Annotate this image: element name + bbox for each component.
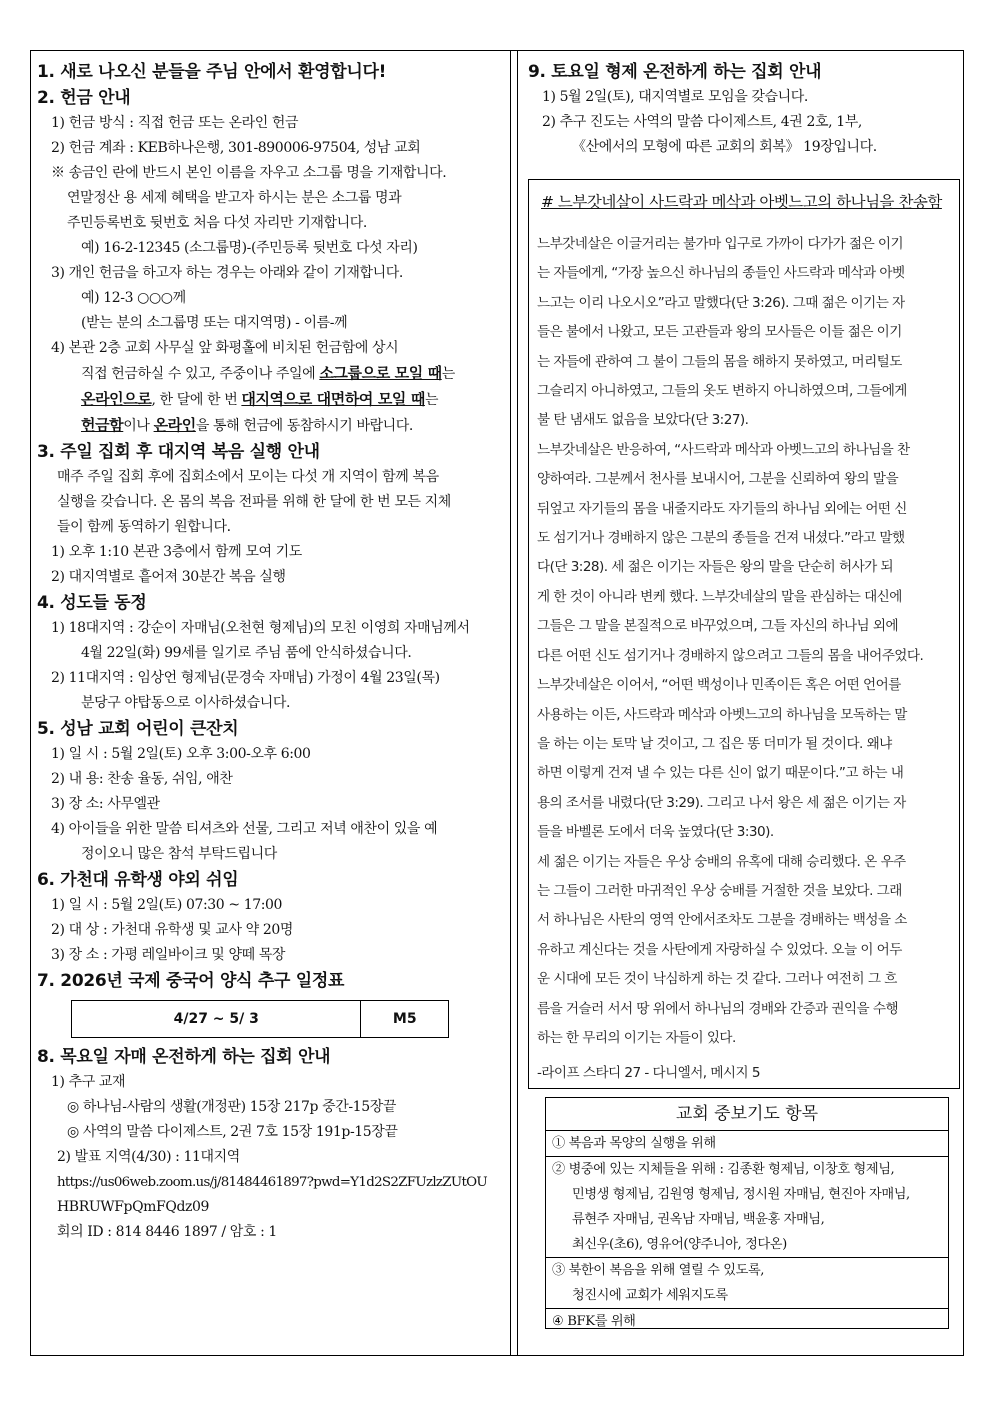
- offering-line: [37, 361, 504, 387]
- prayer-item: [546, 1309, 948, 1334]
- prayer-title: 교회 중보기도 항목: [546, 1098, 948, 1131]
- emphasis-text: 헌금함: [81, 416, 124, 434]
- section-1-heading: 1. 새로 나오신 분들을 주님 안에서 환영합니다!: [37, 62, 387, 82]
- article-line: 게 한 것이 아니라 변케 했다. 느부갓네살의 말을 관심하는 대신에: [537, 588, 902, 605]
- prayer-text: ④ BFK를 위해: [552, 1314, 636, 1329]
- offering-line: ※ 송금인 란에 반드시 본인 이름을 자우고 소그룹 명을 기재합니다.: [51, 165, 447, 181]
- meeting-id: 회의 ID : 814 8446 1897 / 암호 : 1: [57, 1224, 277, 1240]
- offering-line: 3) 개인 헌금을 하고자 하는 경우는 아래와 같이 기재합니다.: [51, 265, 403, 281]
- article-title: # 느부갓네살이 사드락과 메삭과 아벳느고의 하나님을 찬송함: [541, 193, 942, 211]
- article-box: [528, 179, 960, 1089]
- prayer-text: 청진시에 교회가 세워지도록: [572, 1288, 728, 1303]
- article-line: 다른 어떤 신도 섬기거나 경배하지 않으려고 그들의 몸을 내어주었다.: [537, 647, 924, 664]
- section-6-heading: 6. 가천대 유학생 야외 쉬임: [37, 870, 239, 890]
- section-2-heading: 2. 헌금 안내: [37, 88, 131, 108]
- emphasis-text: 대지역으로 대면하여 모일 때: [241, 390, 425, 408]
- news-line: 2) 11대지역 : 임상언 형제님(문경숙 자매님) 가정이 4월 23일(목): [51, 670, 440, 686]
- article-line: 사용하는 이든, 사드락과 메삭과 아벳느고의 하나님을 모독하는 말: [537, 706, 907, 723]
- text-run: 직접 헌금하실 수 있고, 주중이나 주일에: [81, 366, 320, 382]
- article-line: 느부갓네살은 이글거리는 불가마 입구로 가까이 다가가 젊은 이기: [537, 236, 904, 252]
- event-line: 4) 아이들을 위한 말씀 티셔츠와 선물, 그리고 저녁 애찬이 있을 예: [51, 821, 438, 837]
- offering-line: [37, 413, 504, 439]
- section-9-heading: 9. 토요일 형제 온전하게 하는 집회 안내: [528, 62, 822, 82]
- section-5-heading: 5. 성남 교회 어린이 큰잔치: [37, 719, 239, 739]
- offering-line: [37, 387, 504, 413]
- gospel-line: 매주 주일 집회 후에 집회소에서 모이는 다섯 개 지역이 함께 복음: [57, 469, 439, 485]
- emphasis-text: 소그룹으로 모일 때: [319, 364, 442, 382]
- schedule-date: 4/27 ~ 5/ 3: [72, 1001, 361, 1038]
- meeting-line: 2) 발표 지역(4/30) : 11대지역: [57, 1149, 240, 1165]
- article-line: 그들은 그 말을 본질적으로 바꾸었으며, 그들 자신의 하나님 외에: [537, 618, 899, 635]
- text-run: 이나: [123, 418, 154, 434]
- event-line: 정이오니 많은 참석 부탁드립니다: [81, 846, 277, 862]
- article-line: 는 자들에게, “가장 높으신 하나님의 종들인 사드락과 메삭과 아벳: [537, 265, 905, 282]
- article-body: [537, 230, 951, 1089]
- offering-line: 2) 헌금 계좌 : KEB하나은행, 301-890006-97504, 성남 교회: [51, 140, 421, 156]
- offering-line: 예) 12-3 ○○○께: [81, 290, 186, 306]
- article-line: 불 탄 냄새도 없음을 보았다(단 3:27).: [537, 412, 749, 429]
- article-line: 도 섬기거나 경배하지 않은 그분의 종들을 건져 내셨다.”라고 말했: [537, 530, 905, 547]
- article-line: 느부갓네살은 이어서, “어떤 백성이나 민족이든 혹은 어떤 언어를: [537, 677, 901, 694]
- meeting-line: 1) 추구 교재: [51, 1074, 126, 1090]
- table-row: [72, 1001, 449, 1038]
- article-line: 유하고 계신다는 것을 사탄에게 자랑하실 수 있었다. 오늘 이 어두: [537, 941, 902, 958]
- article-line: 세 젊은 이기는 자들은 우상 숭배의 유혹에 대해 승리했다. 온 우주: [537, 853, 906, 870]
- article-line: 들을 바벨론 도에서 더욱 높였다(단 3:30).: [537, 824, 774, 841]
- article-line: 운 시대에 모든 것이 낙심하게 하는 것 같다. 그러나 여전히 그 흐: [537, 971, 897, 988]
- meeting-line: ◎ 하나님-사람의 생활(개정판) 15장 217p 중간-15장끝: [67, 1099, 396, 1115]
- zoom-link[interactable]: https://us06web.zoom.us/j/81484461897?pwd=Y1d2S2ZFUzlzZUtOU: [57, 1175, 487, 1190]
- brothers-line: 《산에서의 모형에 따른 교회의 회복》 19장입니다.: [572, 139, 877, 155]
- text-run: 는: [441, 366, 455, 382]
- offering-line: 예) 16-2-12345 (소그룹명)-(주민등록 뒷번호 다섯 자리): [81, 240, 418, 256]
- schedule-table: [71, 1000, 449, 1038]
- left-column: [31, 51, 511, 1355]
- text-run: 는: [424, 392, 439, 408]
- prayer-text: ③ 북한이 복음을 위해 열릴 수 있도록,: [552, 1263, 765, 1278]
- section-4-heading: 4. 성도들 동정: [37, 593, 147, 613]
- brothers-line: 2) 추구 진도는 사역의 말씀 다이제스트, 4권 2호, 1부,: [542, 114, 862, 130]
- section-8-heading: 8. 목요일 자매 온전하게 하는 집회 안내: [37, 1047, 331, 1067]
- article-line: 는 그들이 그러한 마귀적인 우상 숭배를 거절한 것을 보았다. 그래: [537, 882, 902, 899]
- brothers-line: 1) 5월 2일(토), 대지역별로 모임을 갖습니다.: [542, 89, 808, 105]
- gospel-line: 실행을 갖습니다. 온 몸의 복음 전파를 위해 한 달에 한 번 모든 지체: [57, 494, 451, 510]
- meeting-line: ◎ 사역의 말씀 다이제스트, 2권 7호 15장 191p-15장끝: [67, 1124, 398, 1140]
- prayer-text: ① 복음과 목양의 실행을 위해: [552, 1136, 716, 1151]
- article-line: 는 자들에 관하여 그 불이 그들의 몸을 해하지 못하였고, 머리털도: [537, 353, 902, 370]
- section-7-heading: 7. 2026년 국제 중국어 양식 추구 일정표: [37, 971, 345, 991]
- article-line: 뒤엎고 자기들의 몸을 내줄지라도 자기들의 하나님 외에는 어떤 신: [537, 500, 907, 517]
- event-line: 1) 일 시 : 5월 2일(토) 오후 3:00-오후 6:00: [51, 746, 311, 762]
- gospel-line: 들이 함께 동역하기 원합니다.: [57, 519, 231, 535]
- gospel-line: 2) 대지역별로 흩어져 30분간 복음 실행: [51, 569, 286, 585]
- text-run: 을 통해 헌금에 동참하시기 바랍니다.: [195, 418, 413, 434]
- article-line: 그슬리지 아니하였고, 그들의 옷도 변하지 아니하였으며, 그들에게: [537, 383, 907, 400]
- offering-line: 4) 본관 2층 교회 사무실 앞 화평홀에 비치된 헌금함에 상시: [51, 340, 399, 356]
- prayer-item: [546, 1157, 948, 1258]
- gospel-line: 1) 오후 1:10 본관 3층에서 함께 모여 기도: [51, 544, 302, 560]
- article-source: -라이프 스타디 27 - 다니엘서, 메시지 5: [537, 1065, 760, 1082]
- offering-line: 주민등록번호 뒷번호 처음 다섯 자리만 기재합니다.: [67, 215, 367, 231]
- article-line: 름을 거슬러 서서 땅 위에서 하나님의 경배와 간증과 권익을 수행: [537, 1000, 899, 1017]
- article-line: 서 하나님은 사탄의 영역 안에서조차도 그분을 경배하는 백성을 소: [537, 912, 907, 929]
- section-3-heading: 3. 주일 집회 후 대지역 복음 실행 안내: [37, 442, 320, 462]
- emphasis-text: 온라인으로: [81, 390, 152, 408]
- news-line: 분당구 야탑동으로 이사하셨습니다.: [81, 695, 291, 711]
- zoom-link[interactable]: HBRUWFpQmFQdz09: [57, 1199, 209, 1215]
- prayer-item: [546, 1131, 948, 1157]
- bulletin-frame: [30, 50, 964, 1356]
- event-line: 3) 장 소: 사무엘관: [51, 796, 160, 812]
- news-line: 4월 22일(화) 99세를 일기로 주님 품에 안식하셨습니다.: [81, 645, 412, 661]
- emphasis-text: 온라인: [153, 416, 196, 434]
- outing-line: 1) 일 시 : 5월 2일(토) 07:30 ~ 17:00: [51, 897, 283, 913]
- outing-line: 3) 장 소 : 가평 레일바이크 및 양떼 목장: [51, 947, 286, 963]
- offering-line: 1) 헌금 방식 : 직접 헌금 또는 온라인 헌금: [51, 115, 299, 131]
- offering-line: 연말정산 용 세제 혜택을 받고자 하시는 분은 소그룹 명과: [67, 190, 402, 206]
- article-line: 하면 이렇게 건져 낼 수 있는 다른 신이 없기 때문이다.”고 하는 내: [537, 765, 904, 782]
- offering-line: (받는 분의 소그룹명 또는 대지역명) - 이름-께: [81, 315, 348, 331]
- news-line: 1) 18대지역 : 강순이 자매님(오천현 형제님)의 모친 이영희 자매님께서: [51, 620, 470, 636]
- prayer-text: ② 병중에 있는 지체들을 위해 : 김종환 형제님, 이창호 형제님,: [552, 1162, 895, 1177]
- text-run: , 한 달에 한 번: [151, 392, 242, 408]
- article-line: 느고는 이리 나오시오”라고 말했다(단 3:26). 그때 젊은 이기는 자: [537, 294, 905, 311]
- article-line: 을 하는 이는 토막 날 것이고, 그 집은 똥 더미가 될 것이다. 왜냐: [537, 735, 892, 752]
- article-line: 용의 조서를 내렸다(단 3:29). 그리고 나서 왕은 세 젊은 이기는 자: [537, 794, 906, 811]
- article-line: 들은 불에서 나왔고, 모든 고관들과 왕의 모사들은 이들 젊은 이기: [537, 324, 902, 341]
- article-line: 느부갓네살은 반응하여, “사드락과 메삭과 아벳느고의 하나님을 찬: [537, 441, 910, 458]
- prayer-text: 류현주 자매님, 권옥남 자매님, 백윤홍 자매님,: [572, 1212, 825, 1227]
- prayer-box: [545, 1097, 949, 1329]
- article-line: 다(단 3:28). 세 젊은 이기는 자들은 왕의 말을 단순히 허사가 되: [537, 559, 894, 576]
- prayer-text: 민병생 형제님, 김원영 형제님, 정시원 자매님, 현진아 자매님,: [572, 1187, 910, 1202]
- prayer-item: [546, 1258, 948, 1309]
- article-line: 양하여라. 그분께서 천사를 보내시어, 그분을 신뢰하여 왕의 말을: [537, 471, 899, 488]
- outing-line: 2) 대 상 : 가천대 유학생 및 교사 약 20명: [51, 922, 293, 938]
- article-line: 하는 한 무리의 이기는 자들이 있다.: [537, 1029, 736, 1046]
- schedule-code: M5: [361, 1001, 449, 1038]
- event-line: 2) 내 용: 찬송 율동, 쉬임, 애찬: [51, 771, 233, 787]
- prayer-text: 최신우(초6), 영유어(양주니아, 정다온): [572, 1237, 787, 1252]
